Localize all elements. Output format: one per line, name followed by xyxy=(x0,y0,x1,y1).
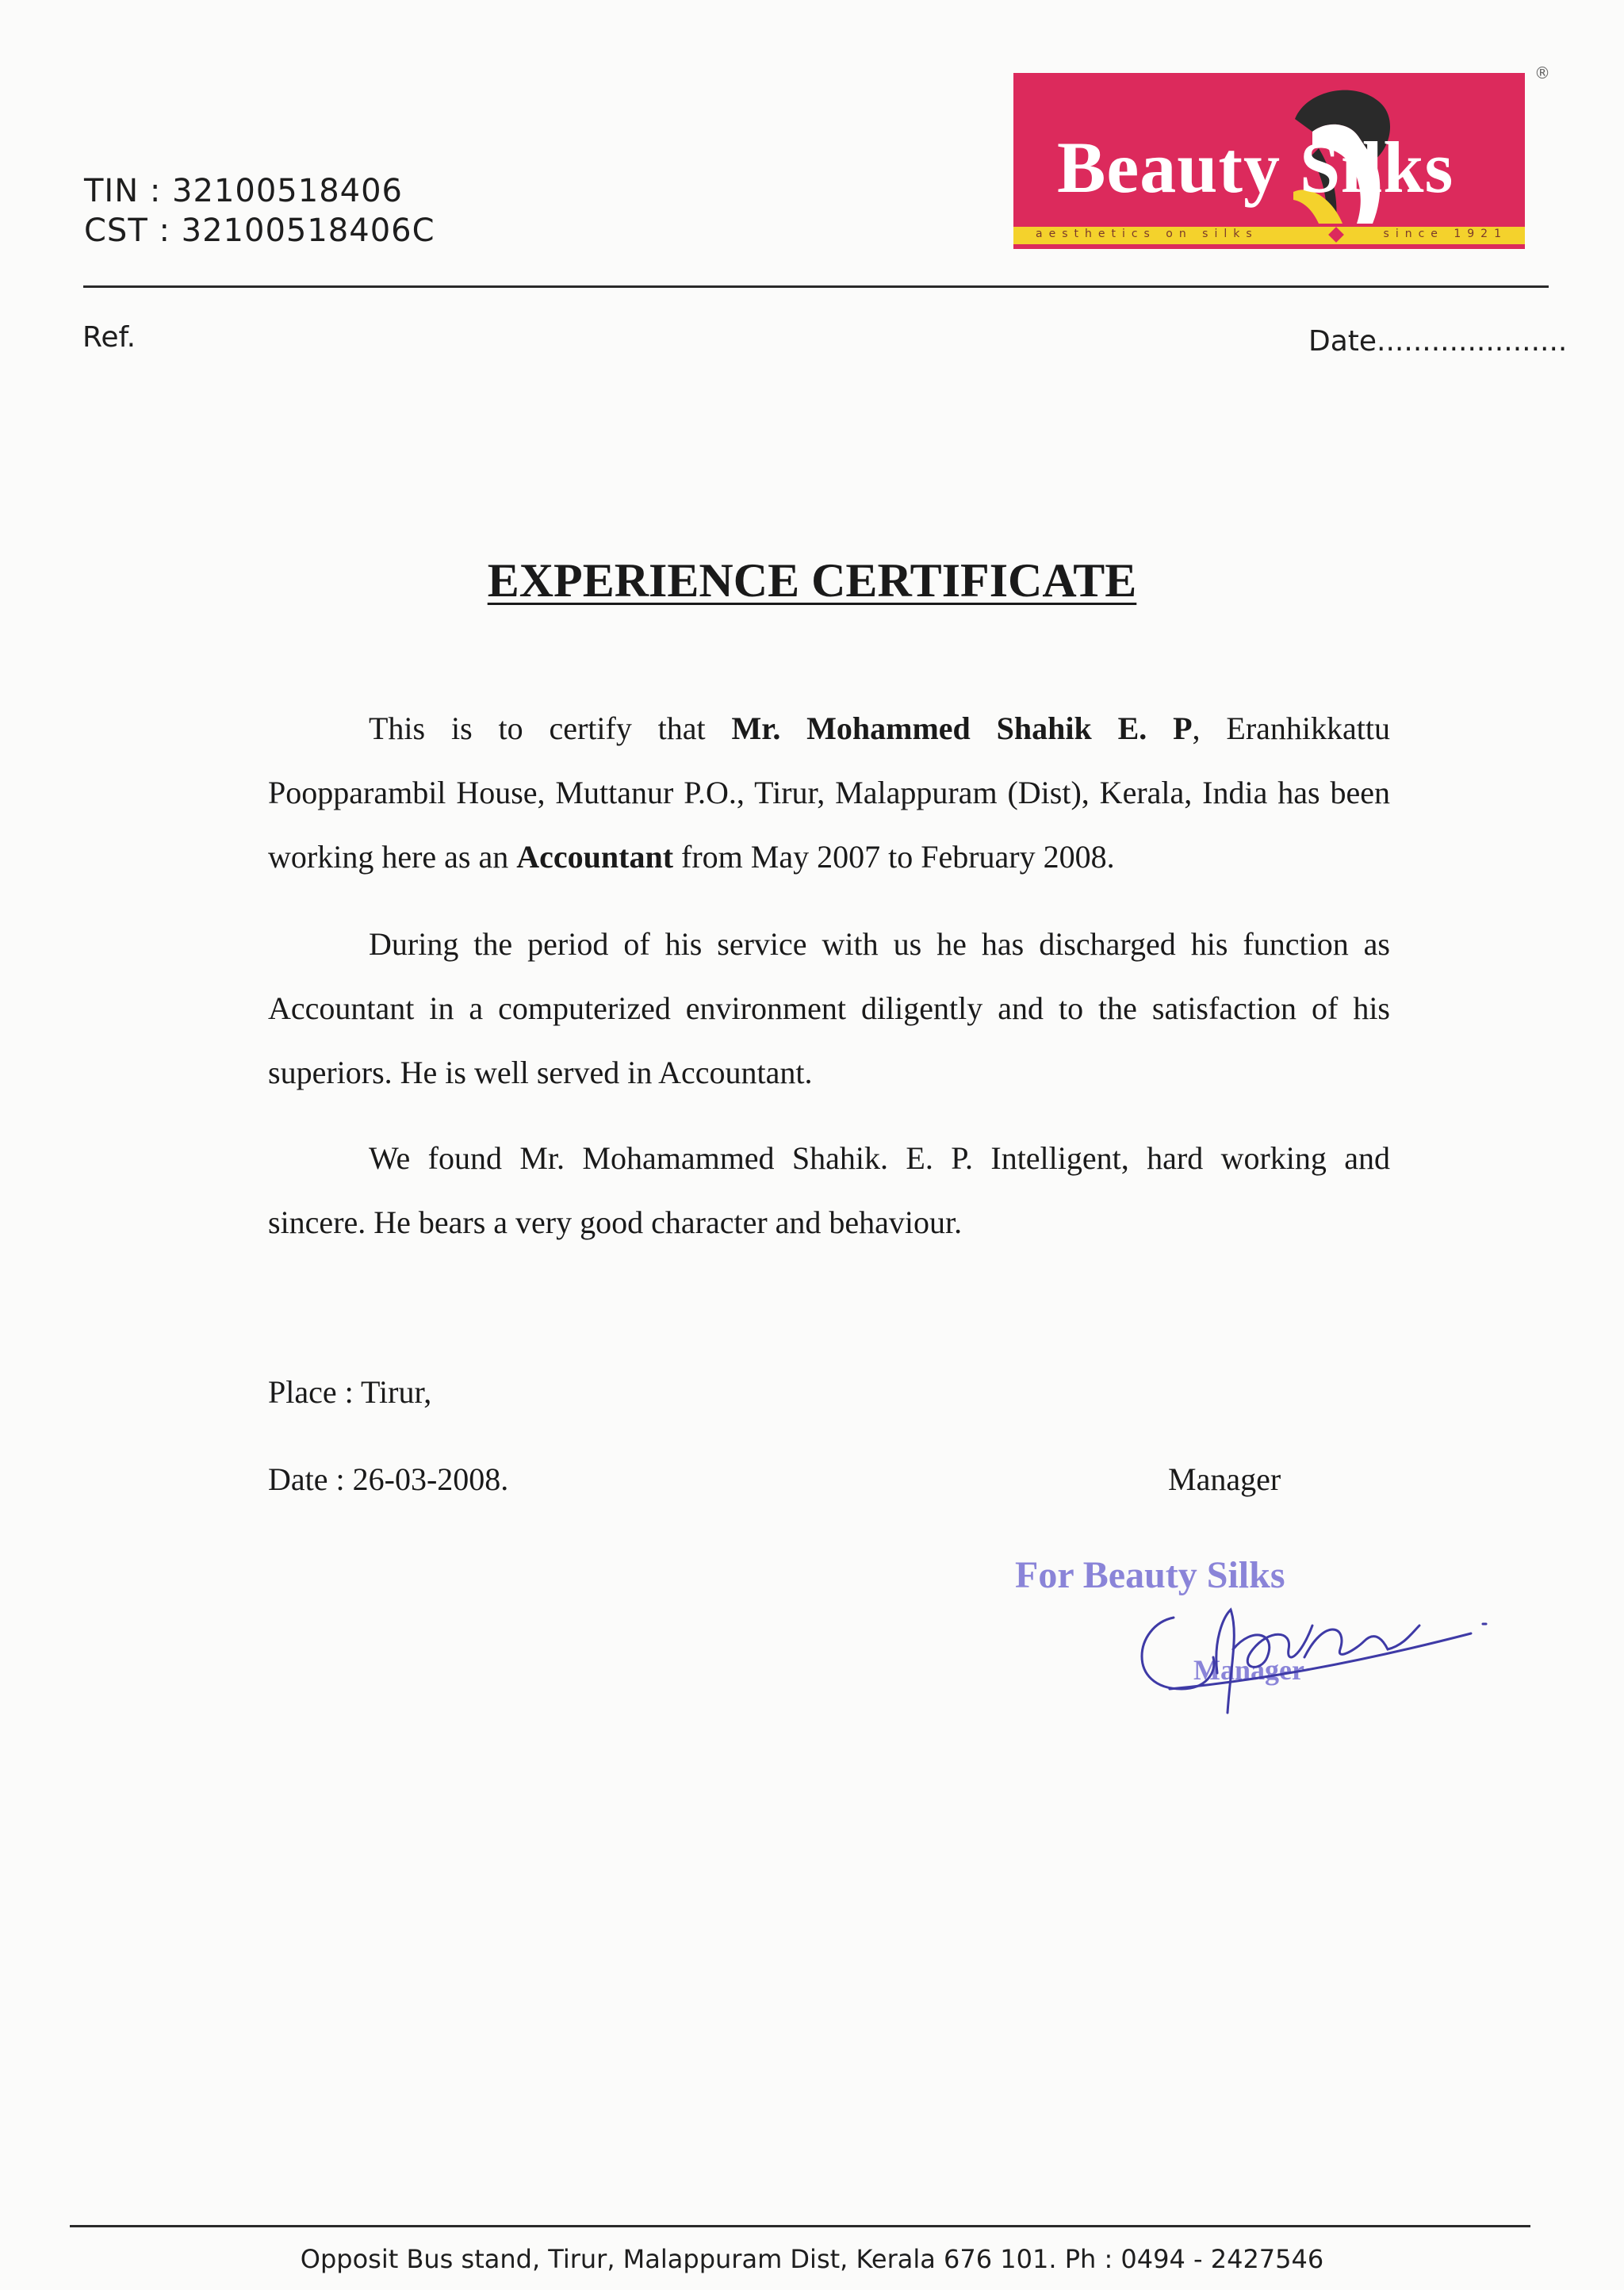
header-rule xyxy=(83,285,1549,288)
logo-since: since 1921 xyxy=(1383,228,1507,240)
tin-number: TIN : 32100518406 xyxy=(84,173,403,209)
p1-intro: This is to certify that xyxy=(369,710,732,746)
p1-period: from May 2007 to February 2008. xyxy=(673,839,1115,875)
manager-stamp-signature xyxy=(1015,1530,1507,1737)
logo-tagline-strip xyxy=(1013,227,1525,244)
employee-role: Accountant xyxy=(516,839,674,875)
registered-mark: ® xyxy=(1534,63,1550,82)
paragraph-certify xyxy=(268,696,1390,889)
certificate-title: EXPERIENCE CERTIFICATE xyxy=(487,554,1137,607)
date-label: Date..................... xyxy=(1308,325,1568,358)
footer-address: Opposit Bus stand, Tirur, Malappuram Dist, Kerala 676 101. Ph : 0494 - 2427546 xyxy=(300,2244,1324,2274)
p2-text: During the period of his service with us he has discharged his function as Accountant in a computerized environment diligently and to the satisfaction of his superiors. He is well served in Accountant. xyxy=(268,926,1390,1090)
signatory-title: Manager xyxy=(1168,1461,1281,1497)
issue-date: Date : 26-03-2008. xyxy=(268,1461,509,1497)
beauty-silks-logo xyxy=(1013,73,1525,249)
stamp-line-1: For Beauty Silks xyxy=(1015,1554,1285,1596)
logo-wordmark: Beauty Silks xyxy=(1057,127,1454,208)
paragraph-service xyxy=(268,912,1390,1105)
employee-name: Mr. Mohammed Shahik E. P xyxy=(731,710,1193,746)
paragraph-character xyxy=(268,1126,1390,1254)
p1-address: , Eranhikkattu Poopparambil House, Muttanur P.O., Tirur, Malappuram (Dist), Kerala, India has been working here as an xyxy=(268,710,1390,875)
p3-text: We found Mr. Mohamammed Shahik. E. P. Intelligent, hard working and sincere. He bears a very good character and behaviour. xyxy=(268,1140,1390,1240)
footer-rule xyxy=(70,2225,1530,2227)
ref-label: Ref. xyxy=(82,321,136,354)
place-line: Place : Tirur, xyxy=(268,1374,432,1410)
stamp-line-2: Manager xyxy=(1193,1654,1304,1686)
diamond-icon xyxy=(1328,227,1344,243)
cst-number: CST : 32100518406C xyxy=(84,213,435,249)
logo-tagline: aesthetics on silks xyxy=(1036,228,1258,240)
